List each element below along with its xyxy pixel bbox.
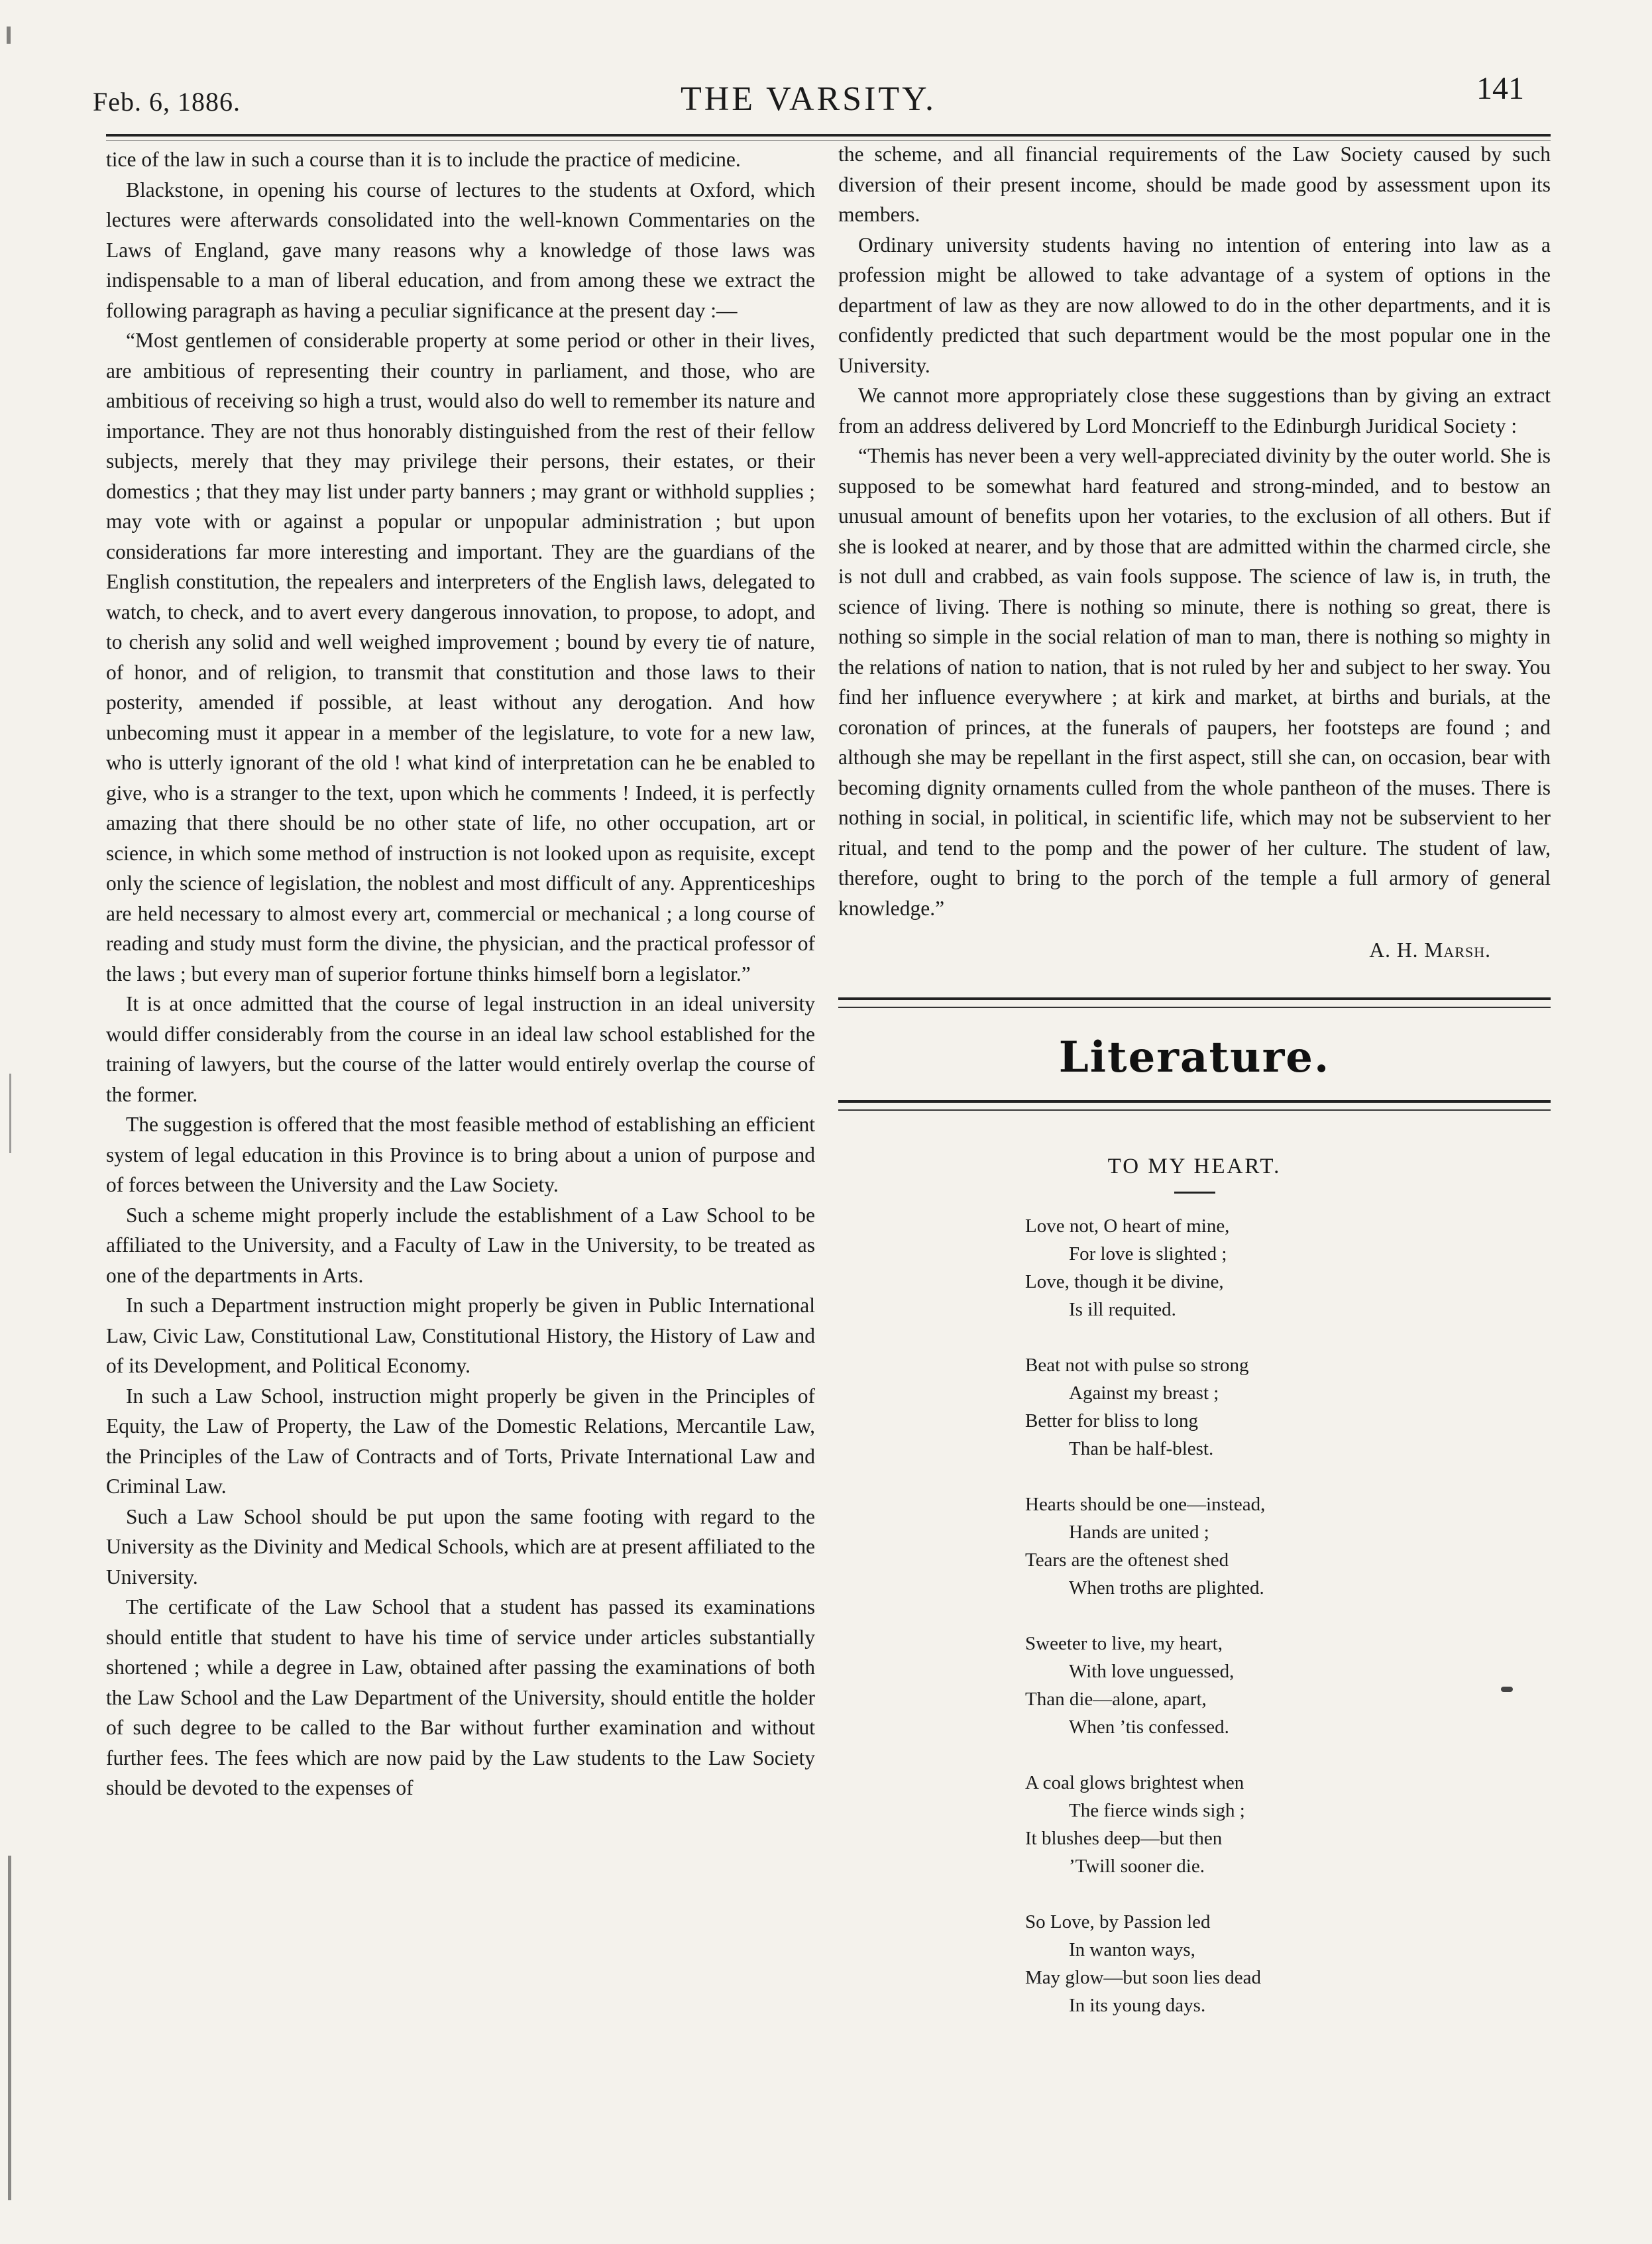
poem-stanza xyxy=(1025,1212,1551,1323)
left-column xyxy=(106,144,815,1803)
page-number: 141 xyxy=(1476,71,1524,106)
poem-title-dash xyxy=(1174,1192,1215,1194)
poem-line: With love unguessed, xyxy=(1069,1660,1235,1682)
poem-line: ’Twill sooner die. xyxy=(1069,1855,1205,1877)
poem-line: Better for bliss to long xyxy=(1025,1410,1198,1431)
poem-line: In wanton ways, xyxy=(1069,1938,1195,1960)
paragraph: Ordinary university students having no intention of entering into law as a profession might be allowed to take advantage of a system of options in the department of law as they are now allowed to do in the other departments, and it is confidently predicted that such department would be the most popular one in the University. xyxy=(838,233,1551,377)
poem-line: Sweeter to live, my heart, xyxy=(1025,1632,1223,1654)
page-header xyxy=(93,66,1524,119)
scan-mark xyxy=(7,27,11,44)
paragraph: The certificate of the Law School that a student has passed its examinations should entitle that student to have his time of service under articles substantially shortened ; while a degree in Law, obtained after passing the examinations of both the Law School and the Law Department of the University, should entitle the holder of such degree to be called to the Bar without further examination and without further fees. The fees which are now paid by the Law students to the Law Society should be devoted to the expenses of xyxy=(106,1595,815,1799)
poem xyxy=(1025,1212,1551,2019)
poem-line: Love, though it be divine, xyxy=(1025,1270,1224,1292)
poem-line: Hands are united ; xyxy=(1069,1521,1209,1543)
poem-stanza xyxy=(1025,1630,1551,1741)
header-rule xyxy=(106,134,1551,137)
paragraph: We cannot more appropriately close these suggestions than by giving an extract from an address delivered by Lord Moncrieff to the Edinburgh Juridical Society : xyxy=(838,384,1551,437)
paragraph: Such a scheme might properly include the establishment of a Law School to be affiliated to the University, and a Faculty of Law in the University, to be treated as one of the departments in Arts. xyxy=(106,1203,815,1287)
paragraph: the scheme, and all financial requirements of the Law Society caused by such diversion of their present income, should be made good by assessment upon its members. xyxy=(838,142,1551,226)
paragraph: In such a Department instruction might properly be given in Public International Law, Civic Law, Constitutional Law, Constitutional History, the History of Law and of its Development, and Political Economy. xyxy=(106,1294,815,1377)
poem-line: The fierce winds sigh ; xyxy=(1069,1799,1245,1821)
poem-title: TO MY HEART. xyxy=(1107,1154,1282,1178)
poem-line: Against my breast ; xyxy=(1069,1382,1219,1404)
section-rule xyxy=(838,1100,1551,1111)
poem-stanza xyxy=(1025,1351,1551,1463)
poem-line: Than be half-blest. xyxy=(1069,1437,1214,1459)
poem-stanza xyxy=(1025,1908,1551,2019)
poem-line: It blushes deep—but then xyxy=(1025,1827,1223,1849)
issue-date: Feb. 6, 1886. xyxy=(93,87,241,117)
paragraph: It is at once admitted that the course of legal instruction in an ideal university would differ considerably from the course in an ideal law school established for the training of lawyers, but the course of the latter would entirely overlap the course of the former. xyxy=(106,992,815,1106)
moncrieff-quote: “Themis has never been a very well-appreciated divinity by the outer world. She is supposed to be somewhat hard featured and strong-minded, and to bestow an unusual amount of benefits upon her votaries, to the exclusion of all others. But if she is looked at nearer, and by those that are admitted within the charmed circle, she is not dull and crabbed, as vain fools suppose. The science of law is, in truth, the science of living. There is nothing so minute, there is nothing so great, there is nothing so simple in the social relation of man to man, there is nothing so mighty in the relations of nation to nation, that is not ruled by her and subject to her sway. You find her influence everywhere ; at kirk and market, at births and burials, at the coronation of princes, at the funerals of paupers, her footsteps are found ; and although she may be repellant in the first aspect, still she can, on occasion, bear with becoming dignity ornaments culled from the whole pantheon of the muses. There is nothing in social, in political, in scientific life, which may not be subservient to her ritual, and tend to the pomp and the power of her culture. The student of law, therefore, ought to bring to the porch of the temple a full armory of general knowledge.” xyxy=(838,444,1551,920)
poem-line: Tears are the oftenest shed xyxy=(1025,1549,1229,1571)
poem-line: Love not, O heart of mine, xyxy=(1025,1215,1230,1237)
section-heading: Literature. xyxy=(1058,1032,1331,1082)
masthead-title: THE VARSITY. xyxy=(680,80,937,118)
right-column xyxy=(838,139,1551,2047)
scan-mark xyxy=(9,1074,11,1153)
poem-line: When ’tis confessed. xyxy=(1069,1716,1229,1738)
poem-line: For love is slighted ; xyxy=(1069,1243,1227,1264)
paragraph: Such a Law School should be put upon the same footing with regard to the University as the Divinity and Medical Schools, which are at present affiliated to the University. xyxy=(106,1504,815,1589)
poem-line: In its young days. xyxy=(1069,1994,1206,2016)
paragraph: Blackstone, in opening his course of lectures to the students at Oxford, which lectures were afterwards consolidated into the well-known Commentaries on the Laws of England, gave many reasons why a knowledge of those laws was indispensable to a man of liberal education, and from among these we extract the following paragraph as having a peculiar significance at the present day :— xyxy=(106,178,815,322)
blackstone-quote: “Most gentlemen of considerable property at some period or other in their lives, are ambitious of representing their country in parliament, and those, who are ambitious of receiving so high a trust, would also do well to remember its nature and importance. They are not thus honorably distinguished from the rest of their fellow subjects, merely that they may privilege their persons, their estates, or their domestics ; that they may list under party banners ; may grant or withhold supplies ; may vote with or against a popular or unpopular administration ; but upon considerations far more interesting and important. They are the guardians of the English constitution, the repealers and interpreters of the English laws, delegated to watch, to check, and to avert every dangerous innovation, to propose, to adopt, and to cherish any solid and well weighed improvement ; bound by every tie of nature, of honor, and of religion, to transmit that constitution and those laws to their posterity, amended if possible, at least without any derogation. And how unbecoming must it appear in a member of the legislature, to vote for a new law, who is utterly ignorant of the old ! what kind of interpretation can he be enabled to give, who is a stranger to the text, upon which he comments ! Indeed, it is perfectly amazing that there should be no other state of life, no other occupation, art or science, in which some method of instruction is not looked upon as requisite, except only the science of legislation, the noblest and most difficult of any. Apprenticeships are held necessary to almost every art, commercial or mechanical ; a long course of reading and study must form the divine, the physician, and the practical professor of the laws ; but every man of superior fortune thinks himself born a legislator.” xyxy=(106,329,815,985)
ink-speck xyxy=(1501,1687,1513,1692)
poem-line: Than die—alone, apart, xyxy=(1025,1688,1207,1710)
poem-line: Hearts should be one—instead, xyxy=(1025,1493,1266,1515)
poem-line: Beat not with pulse so strong xyxy=(1025,1354,1249,1376)
poem-line: So Love, by Passion led xyxy=(1025,1911,1211,1933)
poem-stanza xyxy=(1025,1490,1551,1602)
paragraph: The suggestion is offered that the most feasible method of establishing an efficient system of legal education in this Province is to bring about a union of purpose and of forces between the University and the Law Society. xyxy=(106,1113,815,1196)
poem-line: May glow—but soon lies dead xyxy=(1025,1966,1262,1988)
author-signature: A. H. Marsh. xyxy=(1369,938,1491,962)
page-binding-edge xyxy=(8,1856,11,2200)
poem-line: A coal glows brightest when xyxy=(1025,1771,1244,1793)
paragraph: tice of the law in such a course than it is to include the practice of medicine. xyxy=(106,148,741,171)
poem-stanza xyxy=(1025,1769,1551,1880)
section-rule xyxy=(838,997,1551,1008)
poem-line: When troths are plighted. xyxy=(1069,1577,1264,1599)
paragraph: In such a Law School, instruction might properly be given in the Principles of Equity, the Law of Property, the Law of the Domestic Relations, Mercantile Law, the Principles of the Law of Contracts and of Torts, Private International Law and Criminal Law. xyxy=(106,1384,815,1498)
poem-line: Is ill requited. xyxy=(1069,1298,1176,1320)
